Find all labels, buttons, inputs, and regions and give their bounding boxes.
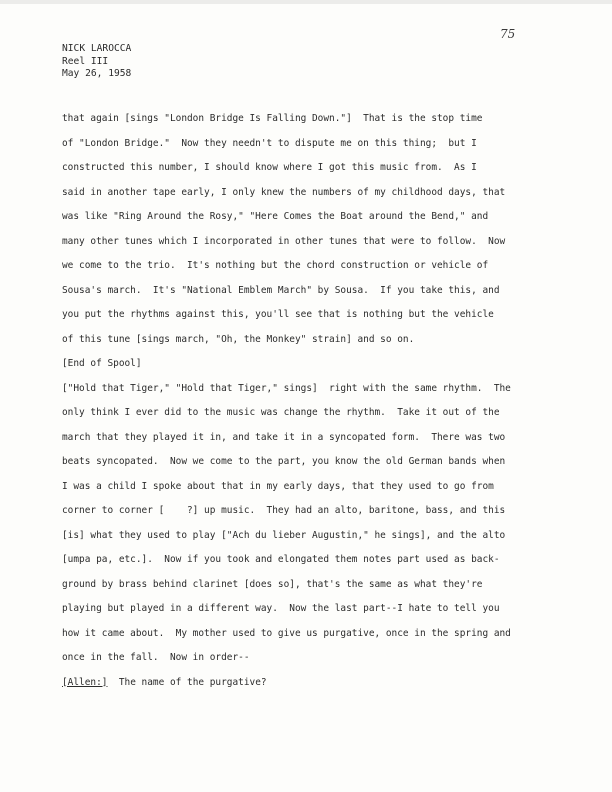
- text-line: march that they played it in, and take it in a syncopated form. There was two: [62, 431, 506, 443]
- text-line: of "London Bridge." Now they needn't to dispute me on this thing; but I: [62, 137, 477, 149]
- page-number: 75: [500, 27, 516, 41]
- text-line: said in another tape early, I only knew the numbers of my childhood days, that: [62, 186, 506, 198]
- text-line: many other tunes which I incorporated in other tunes that were to follow. Now: [62, 235, 506, 247]
- end-of-spool-line: [End of Spool]: [62, 358, 142, 369]
- text-line: playing but played in a different way. Now the last part--I hate to tell you: [62, 603, 500, 614]
- text-line: ["Hold that Tiger," "Hold that Tiger," sings] right with the same rhythm. The: [62, 382, 511, 394]
- text-line: Sousa's march. It's "National Emblem March" by Sousa. If you take this, and: [62, 284, 500, 296]
- text-line: constructed this number, I should know where I got this music from. As I: [62, 162, 477, 173]
- text-line: [is] what they used to play ["Ach du lieber Augustin," he sings], and the alto: [62, 529, 506, 541]
- transcript-body: [62, 107, 537, 695]
- question-text: The name of the purgative?: [107, 676, 267, 688]
- text-line: corner to corner [ ?] up music. They had an alto, baritone, bass, and this: [62, 505, 506, 516]
- text-line: you put the rhythms against this, you'll see that is nothing but the vehicle: [62, 309, 494, 320]
- speaker-label: [Allen:]: [62, 676, 108, 688]
- document-header: [62, 43, 131, 81]
- text-line: beats syncopated. Now we come to the part, you know the old German bands when: [62, 456, 506, 467]
- interview-date: May 26, 1958: [62, 68, 132, 79]
- text-line: was like "Ring Around the Rosy," "Here Comes the Boat around the Bend," and: [62, 211, 489, 222]
- text-line: ground by brass behind clarinet [does so], that's the same as what they're: [62, 578, 483, 590]
- interviewee-name: NICK LAROCCA: [62, 43, 132, 54]
- text-line: we come to the trio. It's nothing but the chord construction or vehicle of: [62, 260, 489, 271]
- text-line: [umpa pa, etc.]. Now if you took and elongated them notes part used as back-: [62, 554, 500, 565]
- text-line: once in the fall. Now in order--: [62, 652, 250, 663]
- text-line: how it came about. My mother used to give us purgative, once in the spring and: [62, 627, 511, 639]
- reel-label: Reel III: [62, 55, 109, 67]
- question-line: [62, 671, 537, 696]
- text-line: that again [sings "London Bridge Is Falling Down."] That is the stop time: [62, 113, 483, 124]
- text-line: of this tune [sings march, "Oh, the Monkey" strain] and so on.: [62, 333, 415, 345]
- scan-top-edge: [0, 0, 612, 4]
- text-line: I was a child I spoke about that in my early days, that they used to go from: [62, 480, 494, 492]
- text-line: only think I ever did to the music was change the rhythm. Take it out of the: [62, 407, 500, 418]
